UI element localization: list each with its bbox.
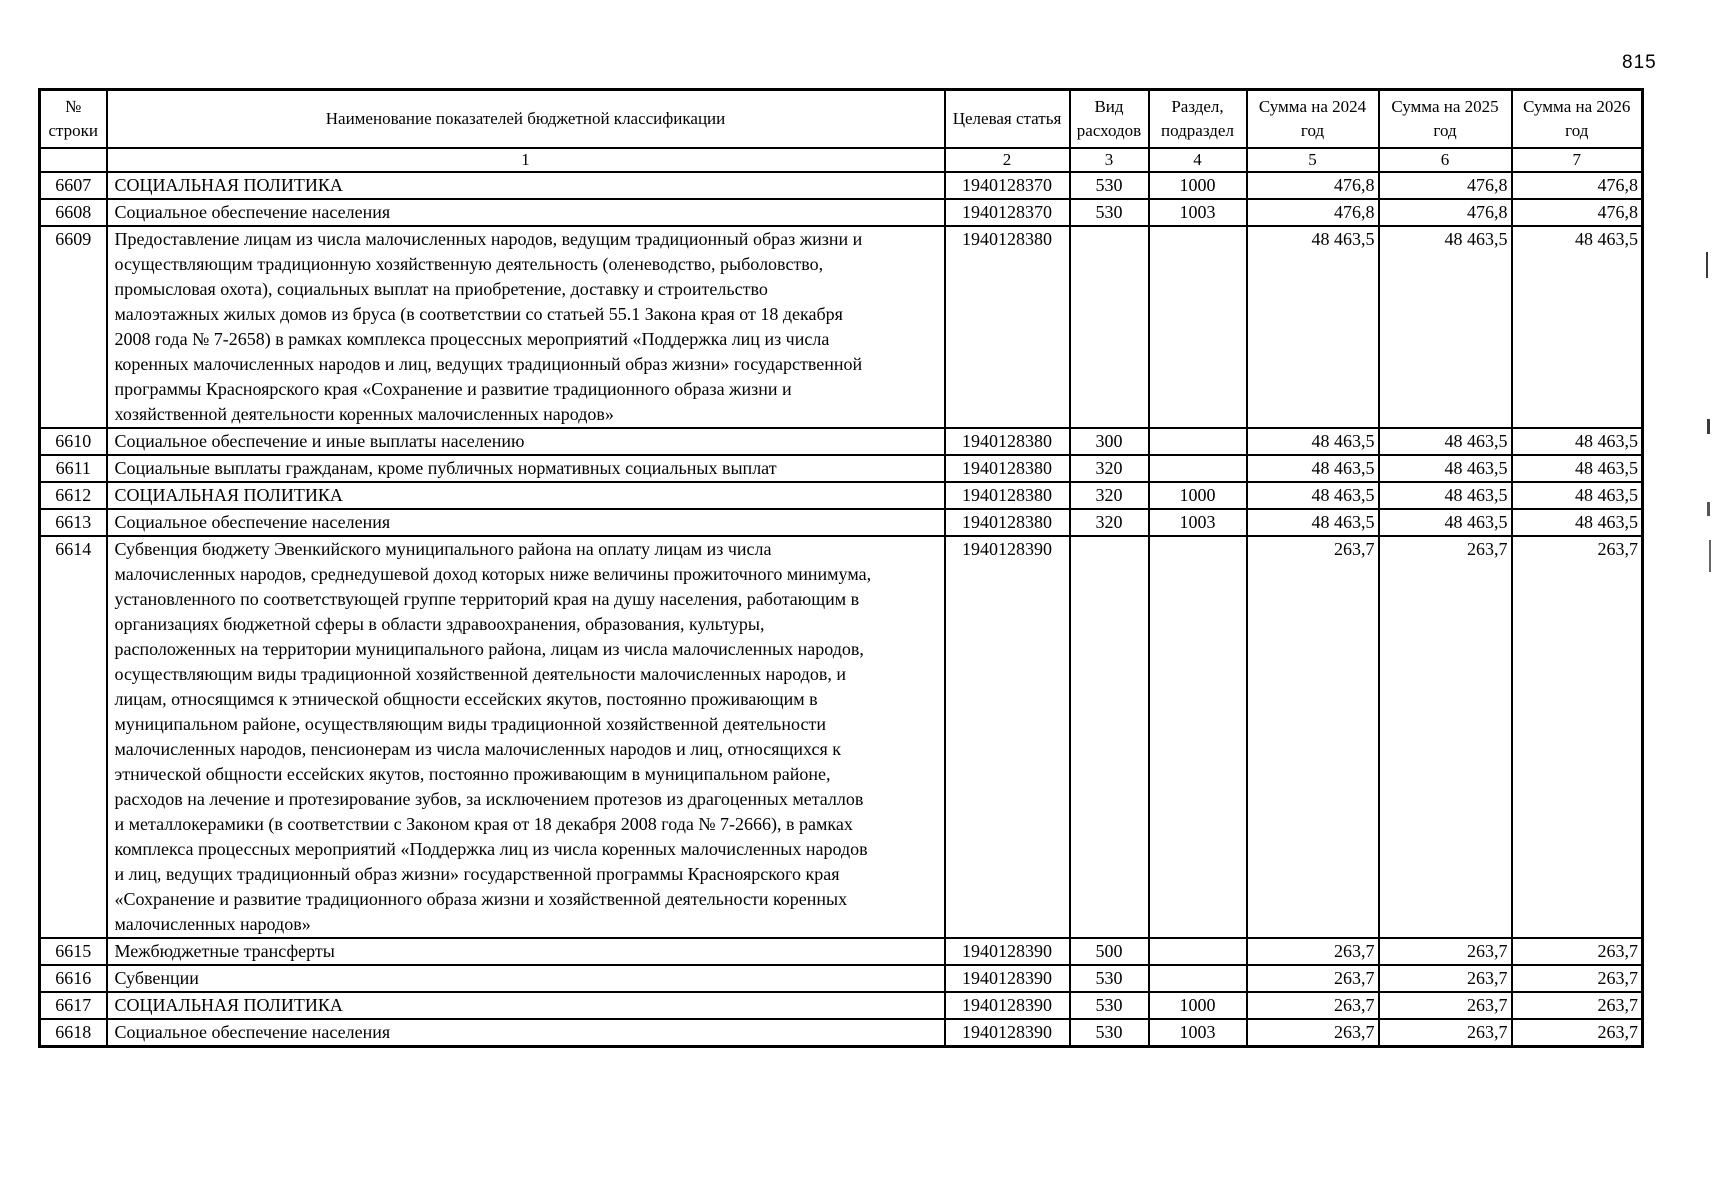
cell-section [1149, 536, 1247, 938]
cell-sum-2026: 263,7 [1512, 536, 1643, 938]
cell-name: СОЦИАЛЬНАЯ ПОЛИТИКА [107, 172, 945, 199]
cell-target-article: 1940128380 [945, 226, 1070, 428]
cell-sum-2024: 263,7 [1247, 536, 1379, 938]
scan-artifact [1707, 419, 1710, 434]
col-number-2: 2 [945, 148, 1070, 172]
table-row [40, 199, 1643, 226]
cell-section: 1003 [1149, 509, 1247, 536]
cell-sum-2025: 263,7 [1379, 938, 1512, 965]
cell-target-article: 1940128390 [945, 992, 1070, 1019]
cell-sum-2026: 476,8 [1512, 199, 1643, 226]
cell-expense-type: 500 [1070, 938, 1149, 965]
col-number-5: 5 [1247, 148, 1379, 172]
table-row [40, 509, 1643, 536]
col-header-name: Наименование показателей бюджетной классификации [107, 90, 945, 149]
col-header-target-article: Целевая статья [945, 90, 1070, 149]
cell-sum-2025: 263,7 [1379, 1019, 1512, 1047]
cell-sum-2026: 48 463,5 [1512, 226, 1643, 428]
cell-sum-2025: 476,8 [1379, 172, 1512, 199]
cell-sum-2026: 476,8 [1512, 172, 1643, 199]
cell-target-article: 1940128380 [945, 455, 1070, 482]
cell-name: СОЦИАЛЬНАЯ ПОЛИТИКА [107, 992, 945, 1019]
cell-row-number: 6615 [40, 938, 107, 965]
cell-target-article: 1940128380 [945, 482, 1070, 509]
cell-expense-type [1070, 536, 1149, 938]
table-row [40, 992, 1643, 1019]
cell-sum-2024: 263,7 [1247, 965, 1379, 992]
cell-name: Социальное обеспечение населения [107, 1019, 945, 1047]
table-row [40, 965, 1643, 992]
cell-expense-type [1070, 226, 1149, 428]
header-label-row [40, 90, 1643, 149]
cell-sum-2025: 263,7 [1379, 536, 1512, 938]
cell-expense-type: 530 [1070, 1019, 1149, 1047]
cell-target-article: 1940128380 [945, 428, 1070, 455]
cell-row-number: 6611 [40, 455, 107, 482]
cell-name: Социальное обеспечение и иные выплаты населению [107, 428, 945, 455]
cell-section: 1003 [1149, 199, 1247, 226]
cell-row-number: 6608 [40, 199, 107, 226]
cell-sum-2026: 48 463,5 [1512, 428, 1643, 455]
cell-sum-2026: 263,7 [1512, 1019, 1643, 1047]
scan-artifact [1707, 502, 1710, 516]
col-header-row-number: № строки [40, 90, 107, 149]
cell-row-number: 6613 [40, 509, 107, 536]
budget-table [38, 88, 1644, 1048]
cell-sum-2024: 48 463,5 [1247, 455, 1379, 482]
cell-sum-2024: 48 463,5 [1247, 482, 1379, 509]
cell-target-article: 1940128370 [945, 172, 1070, 199]
cell-section: 1000 [1149, 482, 1247, 509]
cell-sum-2024: 263,7 [1247, 938, 1379, 965]
cell-sum-2025: 263,7 [1379, 992, 1512, 1019]
cell-section [1149, 965, 1247, 992]
col-number-1: 1 [107, 148, 945, 172]
cell-row-number: 6610 [40, 428, 107, 455]
cell-sum-2025: 48 463,5 [1379, 455, 1512, 482]
cell-target-article: 1940128370 [945, 199, 1070, 226]
cell-row-number: 6617 [40, 992, 107, 1019]
cell-sum-2024: 476,8 [1247, 172, 1379, 199]
col-number-blank [40, 148, 107, 172]
table-row [40, 455, 1643, 482]
cell-target-article: 1940128390 [945, 536, 1070, 938]
cell-expense-type: 530 [1070, 172, 1149, 199]
cell-row-number: 6612 [40, 482, 107, 509]
cell-sum-2024: 263,7 [1247, 1019, 1379, 1047]
cell-sum-2026: 263,7 [1512, 965, 1643, 992]
col-header-sum-2026: Сумма на 2026 год [1512, 90, 1643, 149]
col-header-expense-type: Вид расходов [1070, 90, 1149, 149]
cell-sum-2025: 263,7 [1379, 965, 1512, 992]
col-header-section: Раздел, подраздел [1149, 90, 1247, 149]
cell-row-number: 6609 [40, 226, 107, 428]
cell-sum-2025: 48 463,5 [1379, 482, 1512, 509]
cell-sum-2026: 48 463,5 [1512, 455, 1643, 482]
cell-name: Субвенция бюджету Эвенкийского муниципального района на оплату лицам из числа малочисленных народов, среднедушевой доход которых ниже величины прожиточного минимума, установленного по соответствующей группе территорий края на душу населения, работающим в организациях бюджетной сферы в области здравоохранения, образования, культуры, расположенных на территории муниципального района, лицам из числа малочисленных народов, осуществляющим виды традиционной хозяйственной деятельности малочисленных народов, и лицам, относящимся к этнической общности ессейских якутов, постоянно проживающим в муниципальном районе, осуществляющим виды традиционной хозяйственной деятельности малочисленных народов, пенсионерам из числа малочисленных народов и лиц, относящихся к этнической общности ессейских якутов, постоянно проживающим в муниципальном районе, расходов на лечение и протезирование зубов, за исключением протезов из драгоценных металлов и металлокерамики (в соответствии с Законом края от 18 декабря 2008 года № 7-2666), в рамках комплекса процессных мероприятий «Поддержка лиц из числа коренных малочисленных народов и лиц, ведущих традиционный образ жизни» государственной программы Красноярского края «Сохранение и развитие традиционного образа жизни и хозяйственной деятельности коренных малочисленных народов» [107, 536, 945, 938]
cell-section [1149, 938, 1247, 965]
cell-expense-type: 530 [1070, 965, 1149, 992]
cell-name: Социальные выплаты гражданам, кроме публичных нормативных социальных выплат [107, 455, 945, 482]
table-row [40, 428, 1643, 455]
cell-row-number: 6616 [40, 965, 107, 992]
cell-section: 1000 [1149, 992, 1247, 1019]
col-header-sum-2024: Сумма на 2024 год [1247, 90, 1379, 149]
cell-name: СОЦИАЛЬНАЯ ПОЛИТИКА [107, 482, 945, 509]
scan-artifact [1709, 540, 1711, 572]
col-number-3: 3 [1070, 148, 1149, 172]
cell-sum-2026: 263,7 [1512, 938, 1643, 965]
cell-sum-2025: 48 463,5 [1379, 509, 1512, 536]
cell-expense-type: 320 [1070, 455, 1149, 482]
table-row [40, 226, 1643, 428]
cell-name: Социальное обеспечение населения [107, 509, 945, 536]
cell-target-article: 1940128390 [945, 1019, 1070, 1047]
table-row [40, 938, 1643, 965]
table-row [40, 172, 1643, 199]
cell-row-number: 6618 [40, 1019, 107, 1047]
cell-name: Предоставление лицам из числа малочисленных народов, ведущим традиционный образ жизни и осуществляющим традиционную хозяйственную деятельность (оленеводство, рыболовство, промысловая охота), социальных выплат на приобретение, доставку и строительство малоэтажных жилых домов из бруса (в соответствии со статьей 55.1 Закона края от 18 декабря 2008 года № 7-2658) в рамках комплекса процессных мероприятий «Поддержка лиц из числа коренных малочисленных народов и лиц, ведущих традиционный образ жизни» государственной программы Красноярского края «Сохранение и развитие традиционного образа жизни и хозяйственной деятельности коренных малочисленных народов» [107, 226, 945, 428]
page-number: 815 [1622, 52, 1657, 73]
cell-name: Социальное обеспечение населения [107, 199, 945, 226]
cell-sum-2025: 476,8 [1379, 199, 1512, 226]
cell-section [1149, 428, 1247, 455]
table-row [40, 482, 1643, 509]
col-number-4: 4 [1149, 148, 1247, 172]
cell-expense-type: 320 [1070, 509, 1149, 536]
cell-sum-2026: 48 463,5 [1512, 482, 1643, 509]
col-number-7: 7 [1512, 148, 1643, 172]
scan-artifact [1706, 252, 1708, 278]
cell-section [1149, 226, 1247, 428]
table-row [40, 1019, 1643, 1047]
cell-row-number: 6607 [40, 172, 107, 199]
cell-expense-type: 300 [1070, 428, 1149, 455]
cell-sum-2024: 48 463,5 [1247, 428, 1379, 455]
cell-sum-2024: 48 463,5 [1247, 226, 1379, 428]
cell-section: 1000 [1149, 172, 1247, 199]
table-header [40, 90, 1643, 173]
col-header-sum-2025: Сумма на 2025 год [1379, 90, 1512, 149]
cell-sum-2026: 263,7 [1512, 992, 1643, 1019]
cell-name: Межбюджетные трансферты [107, 938, 945, 965]
cell-sum-2024: 263,7 [1247, 992, 1379, 1019]
cell-sum-2024: 48 463,5 [1247, 509, 1379, 536]
cell-expense-type: 530 [1070, 199, 1149, 226]
cell-sum-2025: 48 463,5 [1379, 428, 1512, 455]
cell-section [1149, 455, 1247, 482]
cell-sum-2026: 48 463,5 [1512, 509, 1643, 536]
cell-expense-type: 320 [1070, 482, 1149, 509]
cell-sum-2024: 476,8 [1247, 199, 1379, 226]
cell-section: 1003 [1149, 1019, 1247, 1047]
table-row [40, 536, 1643, 938]
table-body [40, 172, 1643, 1047]
cell-target-article: 1940128380 [945, 509, 1070, 536]
cell-sum-2025: 48 463,5 [1379, 226, 1512, 428]
cell-row-number: 6614 [40, 536, 107, 938]
header-number-row [40, 148, 1643, 172]
cell-name: Субвенции [107, 965, 945, 992]
cell-target-article: 1940128390 [945, 938, 1070, 965]
cell-target-article: 1940128390 [945, 965, 1070, 992]
col-number-6: 6 [1379, 148, 1512, 172]
cell-expense-type: 530 [1070, 992, 1149, 1019]
